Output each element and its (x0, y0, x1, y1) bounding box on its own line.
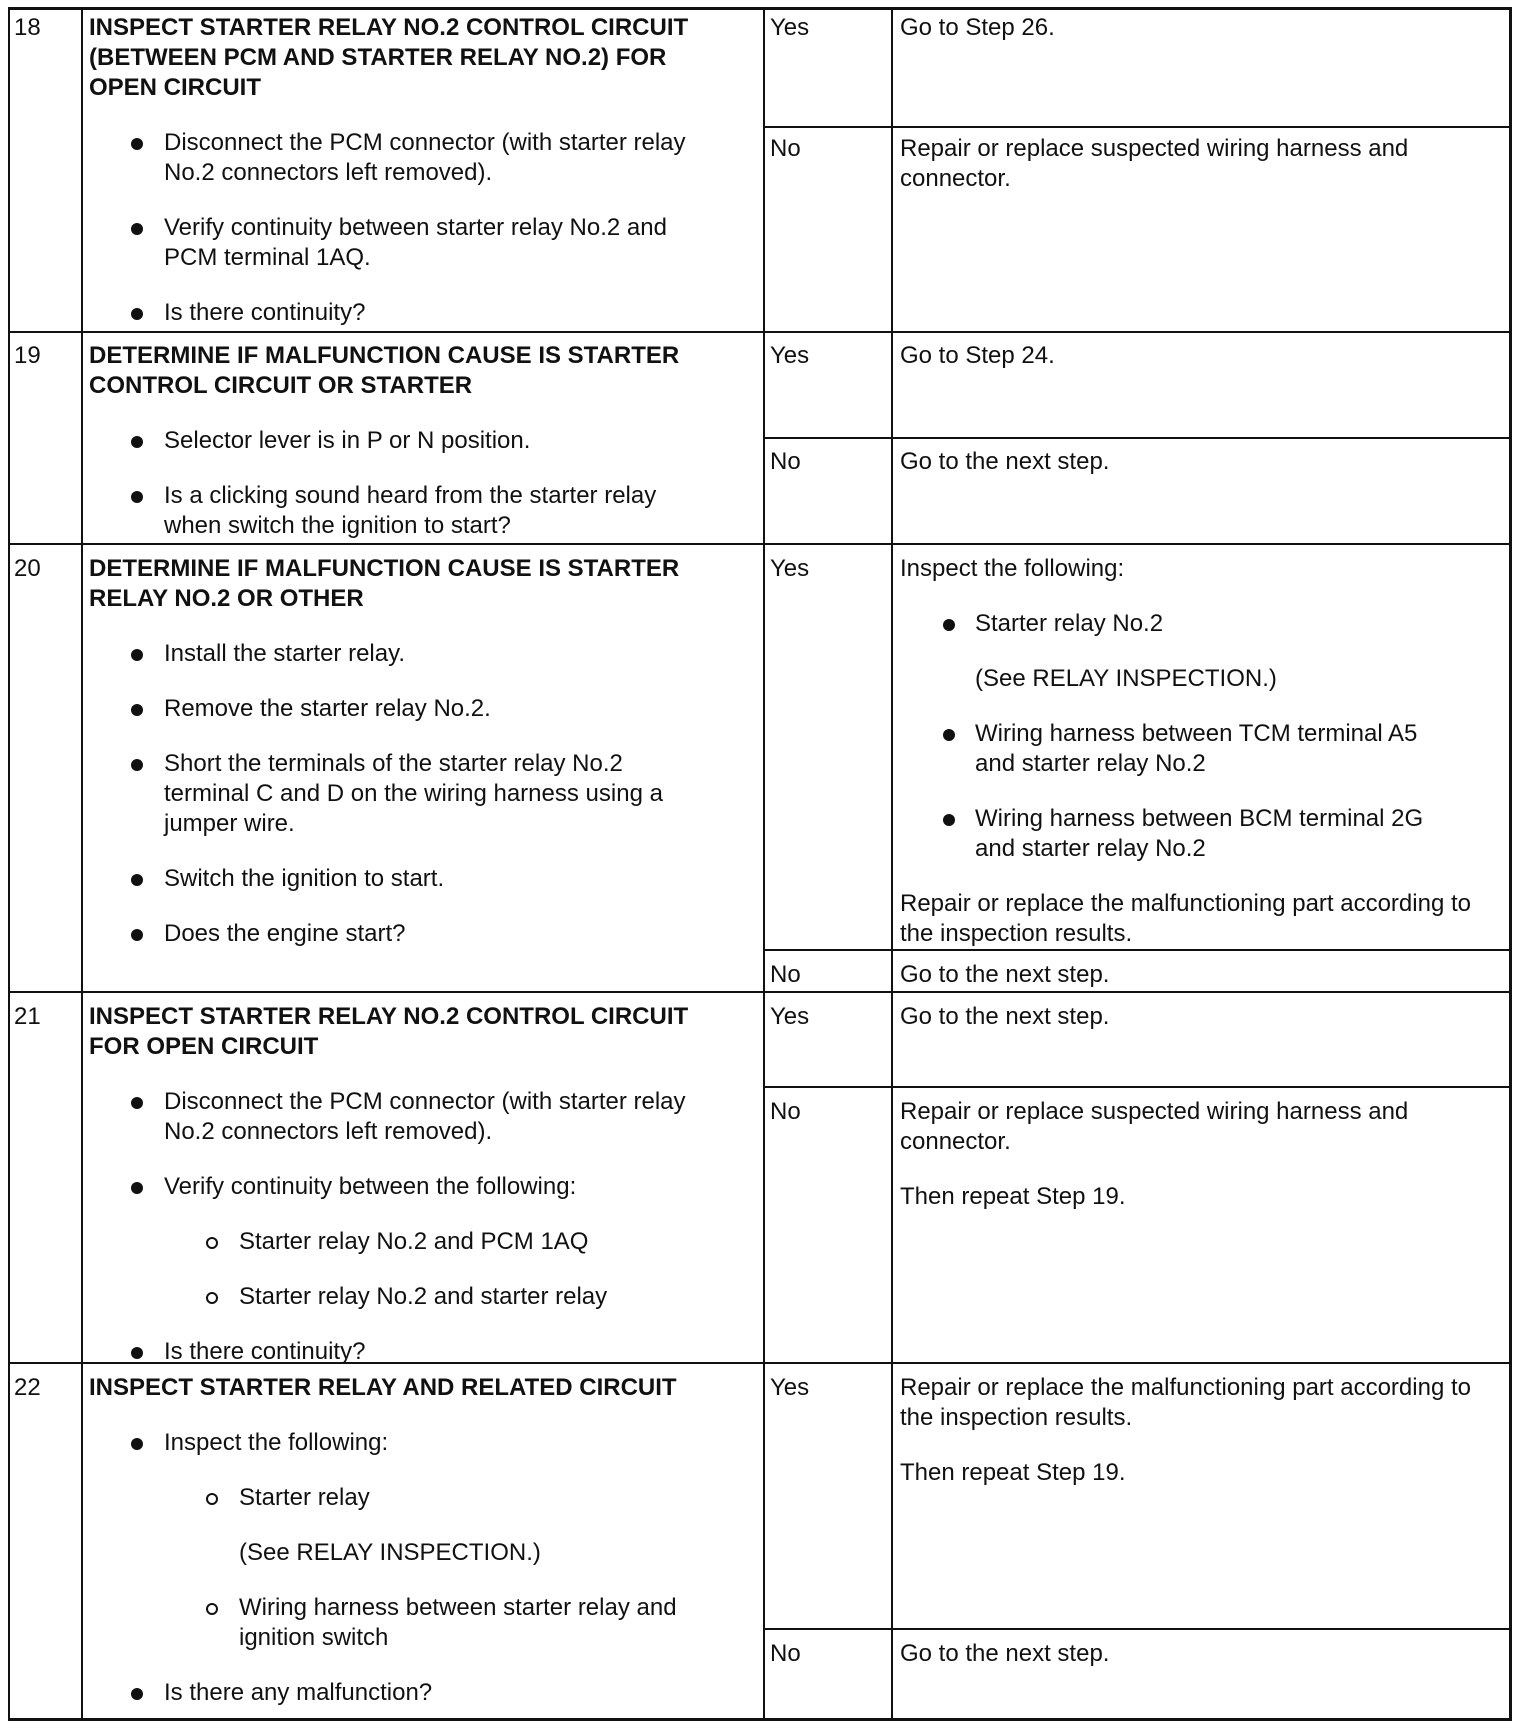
yes-no-divider (763, 949, 1512, 951)
bullet-icon (131, 1688, 143, 1700)
no-label: No (770, 448, 801, 475)
yes-result: Inspect the following: (900, 555, 1125, 582)
action-line: Is there any malfunction? (164, 1679, 433, 1706)
yes-result: Go to the next step. (900, 1003, 1110, 1030)
yes-label: Yes (770, 1374, 810, 1401)
action-line: Remove the starter relay No.2. (164, 695, 491, 722)
yes-result: Repair or replace the malfunctioning part according to (900, 1374, 1471, 1401)
sub-item: Wiring harness between starter relay and (239, 1594, 677, 1621)
no-result: Repair or replace suspected wiring harness and (900, 1098, 1409, 1125)
sub-item: ignition switch (239, 1624, 389, 1651)
action-line: Is there continuity? (164, 1338, 366, 1365)
step-number: 20 (14, 555, 41, 582)
bullet-icon (943, 814, 955, 826)
step-heading-line: FOR OPEN CIRCUIT (89, 1033, 319, 1060)
yes-item: Starter relay No.2 (975, 610, 1164, 637)
table-border-top (8, 7, 1512, 10)
action-line: Verify continuity between starter relay No.2 and (164, 214, 667, 241)
sub-item: Starter relay (239, 1484, 370, 1511)
yes-label: Yes (770, 1003, 810, 1030)
table-border-bottom (8, 1718, 1512, 1721)
step-heading-line: INSPECT STARTER RELAY NO.2 CONTROL CIRCUIT (89, 1003, 689, 1030)
action-line: when switch the ignition to start? (164, 512, 511, 539)
yes-item: and starter relay No.2 (975, 750, 1206, 777)
action-line: No.2 connectors left removed). (164, 1118, 493, 1145)
bullet-icon (131, 1182, 143, 1194)
yes-result: Then repeat Step 19. (900, 1459, 1126, 1486)
bullet-icon (131, 649, 143, 661)
step-heading-line: INSPECT STARTER RELAY NO.2 CONTROL CIRCUIT (89, 14, 689, 41)
no-result: connector. (900, 1128, 1011, 1155)
bullet-icon (943, 619, 955, 631)
step-heading-line: OPEN CIRCUIT (89, 74, 262, 101)
no-result: Go to the next step. (900, 1640, 1110, 1667)
no-result: Repair or replace suspected wiring harness and (900, 135, 1409, 162)
yes-note: (See RELAY INSPECTION.) (975, 665, 1277, 692)
yes-label: Yes (770, 555, 810, 582)
sub-item: Starter relay No.2 and PCM 1AQ (239, 1228, 589, 1255)
yes-no-divider (763, 1086, 1512, 1088)
bullet-icon (131, 223, 143, 235)
yes-no-divider (763, 437, 1512, 439)
no-result: Go to the next step. (900, 961, 1110, 988)
column-divider (763, 7, 765, 1721)
yes-result: the inspection results. (900, 920, 1133, 947)
bullet-icon (131, 759, 143, 771)
bullet-icon (131, 436, 143, 448)
row-divider (8, 991, 1512, 993)
column-divider (891, 7, 893, 1721)
yes-label: Yes (770, 342, 810, 369)
no-result: Then repeat Step 19. (900, 1183, 1126, 1210)
action-line: PCM terminal 1AQ. (164, 244, 371, 271)
bullet-icon (131, 138, 143, 150)
step-heading-line: INSPECT STARTER RELAY AND RELATED CIRCUIT (89, 1374, 677, 1401)
bullet-icon (131, 1347, 143, 1359)
action-line: Is a clicking sound heard from the starter relay (164, 482, 657, 509)
table-border-left (8, 7, 10, 1721)
step-heading-line: CONTROL CIRCUIT OR STARTER (89, 372, 473, 399)
yes-label: Yes (770, 14, 810, 41)
yes-item: Wiring harness between TCM terminal A5 (975, 720, 1418, 747)
bullet-icon (131, 308, 143, 320)
bullet-icon (131, 491, 143, 503)
action-line: terminal C and D on the wiring harness using a (164, 780, 663, 807)
diagnostic-table (8, 7, 1512, 1721)
bullet-icon (131, 929, 143, 941)
row-divider (8, 543, 1512, 545)
no-label: No (770, 1640, 801, 1667)
action-line: jumper wire. (164, 810, 295, 837)
bullet-icon (131, 1438, 143, 1450)
bullet-icon (131, 874, 143, 886)
column-divider (81, 7, 83, 1721)
action-line: Inspect the following: (164, 1429, 389, 1456)
action-line: Disconnect the PCM connector (with starter relay (164, 129, 686, 156)
no-label: No (770, 1098, 801, 1125)
sub-bullet-icon (206, 1292, 218, 1304)
no-label: No (770, 135, 801, 162)
yes-item: Wiring harness between BCM terminal 2G (975, 805, 1424, 832)
yes-result: Repair or replace the malfunctioning part according to (900, 890, 1471, 917)
no-result: Go to the next step. (900, 448, 1110, 475)
table-border-right (1509, 7, 1512, 1721)
yes-no-divider (763, 1628, 1512, 1630)
step-heading-line: DETERMINE IF MALFUNCTION CAUSE IS STARTER (89, 342, 680, 369)
step-heading-line: (BETWEEN PCM AND STARTER RELAY NO.2) FOR (89, 44, 667, 71)
sub-bullet-icon (206, 1493, 218, 1505)
action-line: Verify continuity between the following: (164, 1173, 577, 1200)
sub-note: (See RELAY INSPECTION.) (239, 1539, 541, 1566)
action-line: Switch the ignition to start. (164, 865, 445, 892)
bullet-icon (131, 704, 143, 716)
row-divider (8, 331, 1512, 333)
bullet-icon (943, 729, 955, 741)
step-heading-line: DETERMINE IF MALFUNCTION CAUSE IS STARTER (89, 555, 680, 582)
action-line: Install the starter relay. (164, 640, 405, 667)
sub-bullet-icon (206, 1603, 218, 1615)
sub-item: Starter relay No.2 and starter relay (239, 1283, 608, 1310)
yes-result: the inspection results. (900, 1404, 1133, 1431)
action-line: Is there continuity? (164, 299, 366, 326)
yes-no-divider (763, 126, 1512, 128)
action-line: Selector lever is in P or N position. (164, 427, 531, 454)
sub-bullet-icon (206, 1237, 218, 1249)
yes-result: Go to Step 26. (900, 14, 1055, 41)
bullet-icon (131, 1097, 143, 1109)
yes-item: and starter relay No.2 (975, 835, 1206, 862)
action-line: Disconnect the PCM connector (with starter relay (164, 1088, 686, 1115)
no-label: No (770, 961, 801, 988)
action-line: Short the terminals of the starter relay No.2 (164, 750, 623, 777)
yes-result: Go to Step 24. (900, 342, 1055, 369)
step-number: 22 (14, 1374, 41, 1401)
step-number: 21 (14, 1003, 41, 1030)
action-line: No.2 connectors left removed). (164, 159, 493, 186)
no-result: connector. (900, 165, 1011, 192)
action-line: Does the engine start? (164, 920, 406, 947)
step-heading-line: RELAY NO.2 OR OTHER (89, 585, 364, 612)
step-number: 19 (14, 342, 41, 369)
step-number: 18 (14, 14, 41, 41)
